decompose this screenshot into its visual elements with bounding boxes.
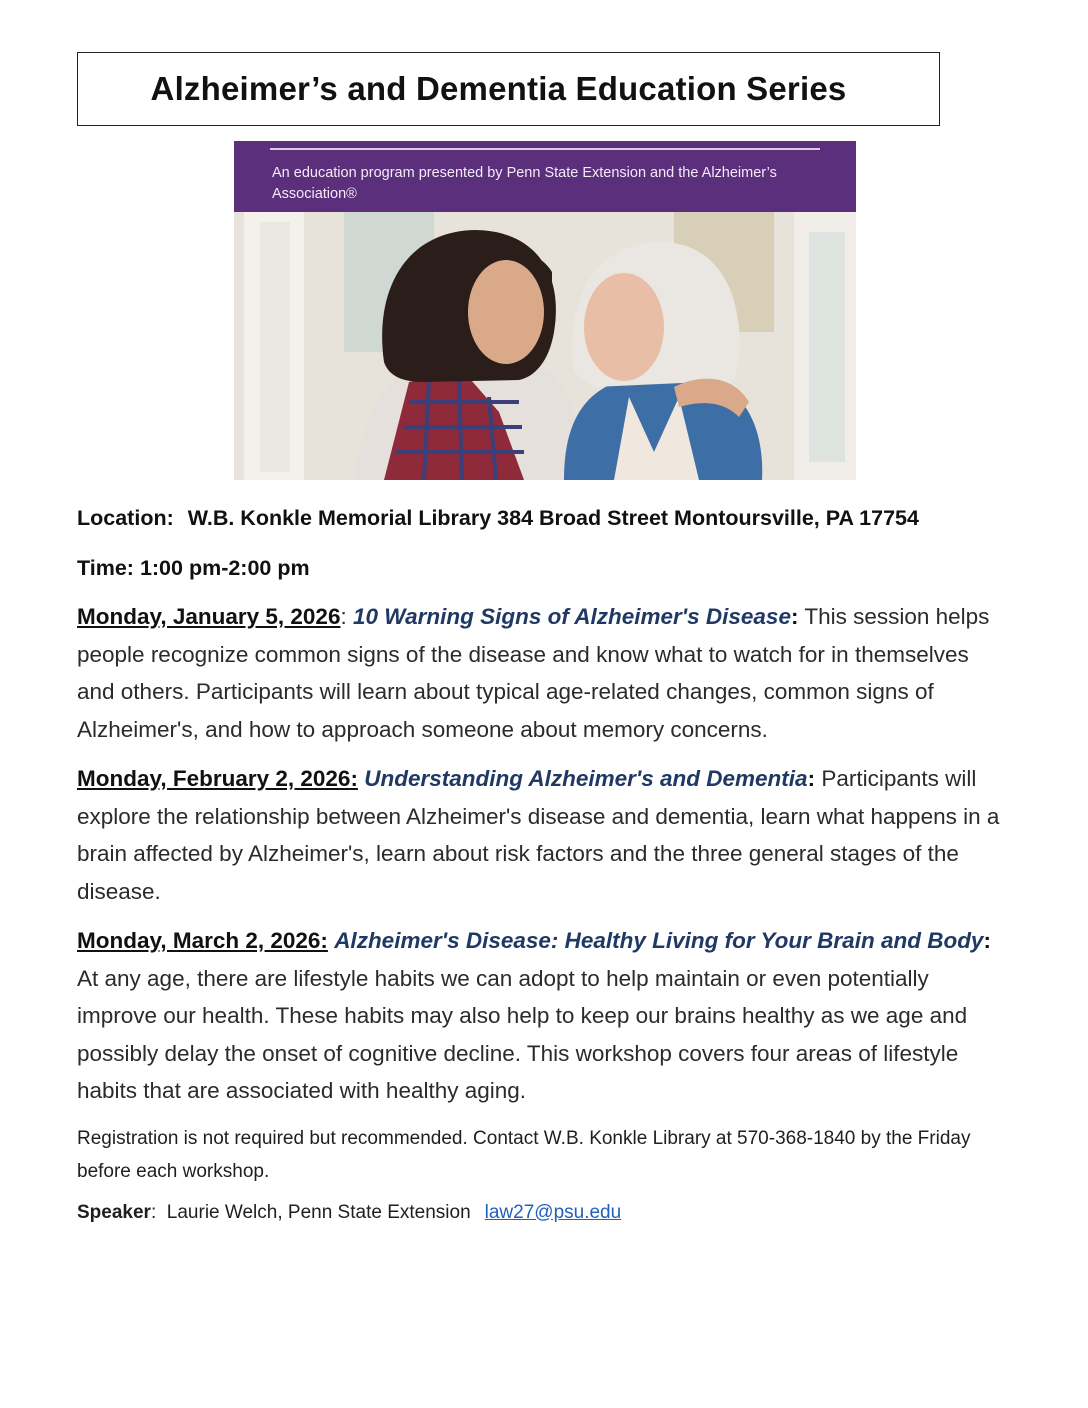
session-topic: 10 Warning Signs of Alzheimer's Disease bbox=[352, 604, 791, 629]
time-line bbox=[77, 550, 1012, 586]
session-topic: Alzheimer's Disease: Healthy Living for Your Brain and Body bbox=[334, 928, 984, 953]
session-description: This session helps people recognize common signs of the disease and know what to watch for in themselves and others. Participants will learn about typical age-related changes, common signs of Alzheimer's, and how to approach someone about memory concerns. bbox=[77, 604, 990, 742]
location-value: W.B. Konkle Memorial Library 384 Broad Street Montoursville, PA 17754 bbox=[187, 506, 919, 530]
location-line bbox=[77, 500, 1012, 536]
location-label: Location: bbox=[77, 506, 174, 530]
session-date: Monday, February 2, 2026: bbox=[77, 766, 358, 791]
session-description: Participants will explore the relationship between Alzheimer's disease and dementia, learn what happens in a brain affected by Alzheimer's, learn about risk factors and the three general stages of the disease. bbox=[77, 766, 1000, 904]
title-box bbox=[77, 52, 940, 126]
banner-rule bbox=[270, 148, 820, 150]
two-women-embracing-photo bbox=[234, 212, 856, 480]
session-3: Monday, March 2, 2026: Alzheimer's Disease: Healthy Living for Your Brain and Body: At any age, there are lifestyle habits we can adopt to help maintain or even potentially improve our health. These habits may also help to keep our brains healthy as we age and possibly delay the onset of cognitive decline. This workshop covers four areas of lifestyle habits that are associated with healthy aging. bbox=[77, 928, 991, 1103]
hero-image bbox=[234, 141, 856, 480]
time-label: Time: bbox=[77, 556, 134, 580]
registration-note: Registration is not required but recommended. Contact W.B. Konkle Library at 570-368-1840 by the Friday before each workshop. bbox=[77, 1127, 971, 1182]
speaker-line: Speaker: Laurie Welch, Penn State Extension law27@psu.edu bbox=[77, 1201, 622, 1223]
session-date: Monday, January 5, 2026 bbox=[77, 604, 341, 629]
main-content bbox=[77, 500, 1012, 1229]
session-topic: Understanding Alzheimer's and Dementia bbox=[364, 766, 808, 791]
speaker-name: Laurie Welch, Penn State Extension bbox=[166, 1201, 471, 1223]
session-description: At any age, there are lifestyle habits we can adopt to help maintain or even potentially improve our health. These habits may also help to keep our brains healthy as we age and possibly delay the onset of cognitive decline. This workshop covers four areas of lifestyle habits that are associated with healthy aging. bbox=[77, 965, 968, 1103]
session-1: Monday, January 5, 2026: 10 Warning Signs of Alzheimer's Disease: This session helps people recognize common signs of the disease and know what to watch for in themselves and others. Participants will learn about typical age-related changes, common signs of Alzheimer's, and how to approach someone about memory concerns. bbox=[77, 604, 990, 742]
page-title: Alzheimer’s and Dementia Education Series bbox=[150, 70, 847, 107]
time-value: 1:00 pm-2:00 pm bbox=[139, 556, 310, 580]
hero-tagline: An education program presented by Penn State Extension and the Alzheimer’s Association® bbox=[272, 165, 777, 202]
speaker-label: Speaker bbox=[77, 1201, 151, 1223]
speaker-email-link[interactable]: law27@psu.edu bbox=[484, 1201, 622, 1223]
session-date: Monday, March 2, 2026: bbox=[77, 928, 328, 953]
session-2: Monday, February 2, 2026: Understanding Alzheimer's and Dementia: Participants will explore the relationship between Alzheimer's disease and dementia, learn what happens in a brain affected by Alzheimer's, learn about risk factors and the three general stages of the disease. bbox=[77, 766, 1000, 904]
hero-banner bbox=[234, 141, 856, 212]
